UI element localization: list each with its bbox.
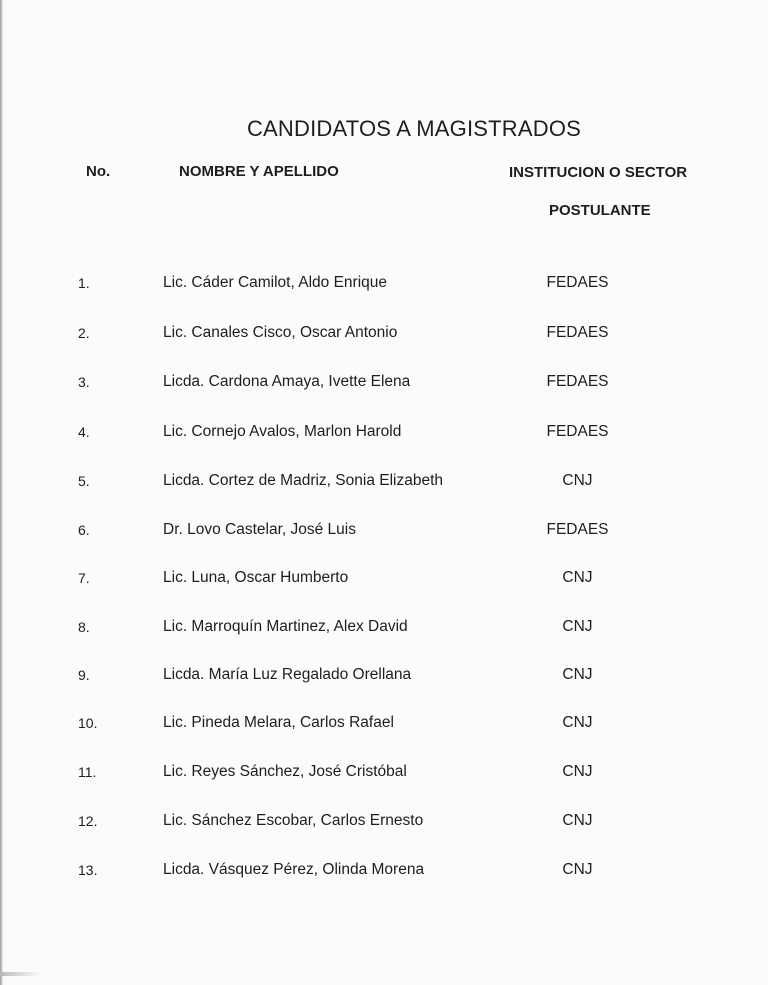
candidate-row bbox=[0, 423, 768, 447]
candidate-name: Lic. Luna, Oscar Humberto bbox=[163, 569, 349, 586]
document-title: CANDIDATOS A MAGISTRADOS bbox=[246, 116, 582, 141]
row-number: 9. bbox=[78, 667, 90, 683]
candidate-institution: CNJ bbox=[562, 472, 593, 489]
candidate-institution: CNJ bbox=[562, 618, 593, 635]
candidate-row bbox=[0, 569, 768, 593]
candidate-row bbox=[0, 763, 768, 787]
row-number: 2. bbox=[78, 325, 90, 341]
candidate-row bbox=[0, 666, 768, 690]
candidate-institution: FEDAES bbox=[546, 324, 609, 341]
row-number: 4. bbox=[78, 424, 90, 440]
candidate-institution: CNJ bbox=[562, 666, 593, 683]
candidate-name: Licda. Cortez de Madriz, Sonia Elizabeth bbox=[163, 472, 444, 489]
scan-corner-mark bbox=[0, 972, 40, 976]
column-header-name: NOMBRE Y APELLIDO bbox=[179, 163, 339, 180]
row-number: 8. bbox=[78, 619, 90, 635]
candidate-institution: CNJ bbox=[562, 812, 593, 829]
candidate-row bbox=[0, 618, 768, 642]
row-number: 1. bbox=[78, 275, 90, 291]
candidate-row bbox=[0, 373, 768, 397]
candidate-name: Lic. Cornejo Avalos, Marlon Harold bbox=[163, 423, 402, 440]
candidate-name: Lic. Sánchez Escobar, Carlos Ernesto bbox=[163, 812, 424, 829]
candidate-name: Licda. Cardona Amaya, Ivette Elena bbox=[163, 373, 411, 390]
candidate-institution: FEDAES bbox=[546, 274, 609, 291]
candidate-name: Lic. Canales Cisco, Oscar Antonio bbox=[163, 324, 398, 341]
candidate-name: Licda. Vásquez Pérez, Olinda Morena bbox=[163, 861, 425, 878]
candidate-institution: CNJ bbox=[562, 763, 593, 780]
candidate-row bbox=[0, 861, 768, 885]
candidate-name: Dr. Lovo Castelar, José Luis bbox=[163, 521, 356, 538]
candidate-institution: CNJ bbox=[562, 569, 593, 586]
candidate-row bbox=[0, 274, 768, 298]
candidate-row bbox=[0, 324, 768, 348]
row-number: 12. bbox=[78, 813, 98, 829]
candidate-row bbox=[0, 714, 768, 738]
column-header-institution-line2: POSTULANTE bbox=[549, 202, 651, 219]
candidate-row bbox=[0, 812, 768, 836]
row-number: 7. bbox=[78, 570, 90, 586]
candidate-name: Licda. María Luz Regalado Orellana bbox=[163, 666, 412, 683]
candidate-institution: CNJ bbox=[562, 861, 593, 878]
candidate-name: Lic. Cáder Camilot, Aldo Enrique bbox=[163, 274, 388, 291]
row-number: 10. bbox=[78, 715, 98, 731]
candidate-name: Lic. Marroquín Martinez, Alex David bbox=[163, 618, 408, 635]
column-header-number: No. bbox=[86, 163, 111, 180]
candidate-row bbox=[0, 521, 768, 545]
row-number: 5. bbox=[78, 473, 90, 489]
candidate-institution: FEDAES bbox=[546, 521, 609, 538]
row-number: 13. bbox=[78, 862, 98, 878]
row-number: 3. bbox=[78, 374, 90, 390]
candidate-institution: FEDAES bbox=[546, 373, 609, 390]
column-header-institution: INSTITUCION O SECTOR bbox=[509, 164, 688, 181]
candidate-row bbox=[0, 472, 768, 496]
candidate-name: Lic. Reyes Sánchez, José Cristóbal bbox=[163, 763, 407, 780]
candidate-name: Lic. Pineda Melara, Carlos Rafael bbox=[163, 714, 394, 731]
candidate-institution: FEDAES bbox=[546, 423, 609, 440]
row-number: 11. bbox=[78, 764, 97, 780]
candidate-institution: CNJ bbox=[562, 714, 593, 731]
row-number: 6. bbox=[78, 522, 90, 538]
